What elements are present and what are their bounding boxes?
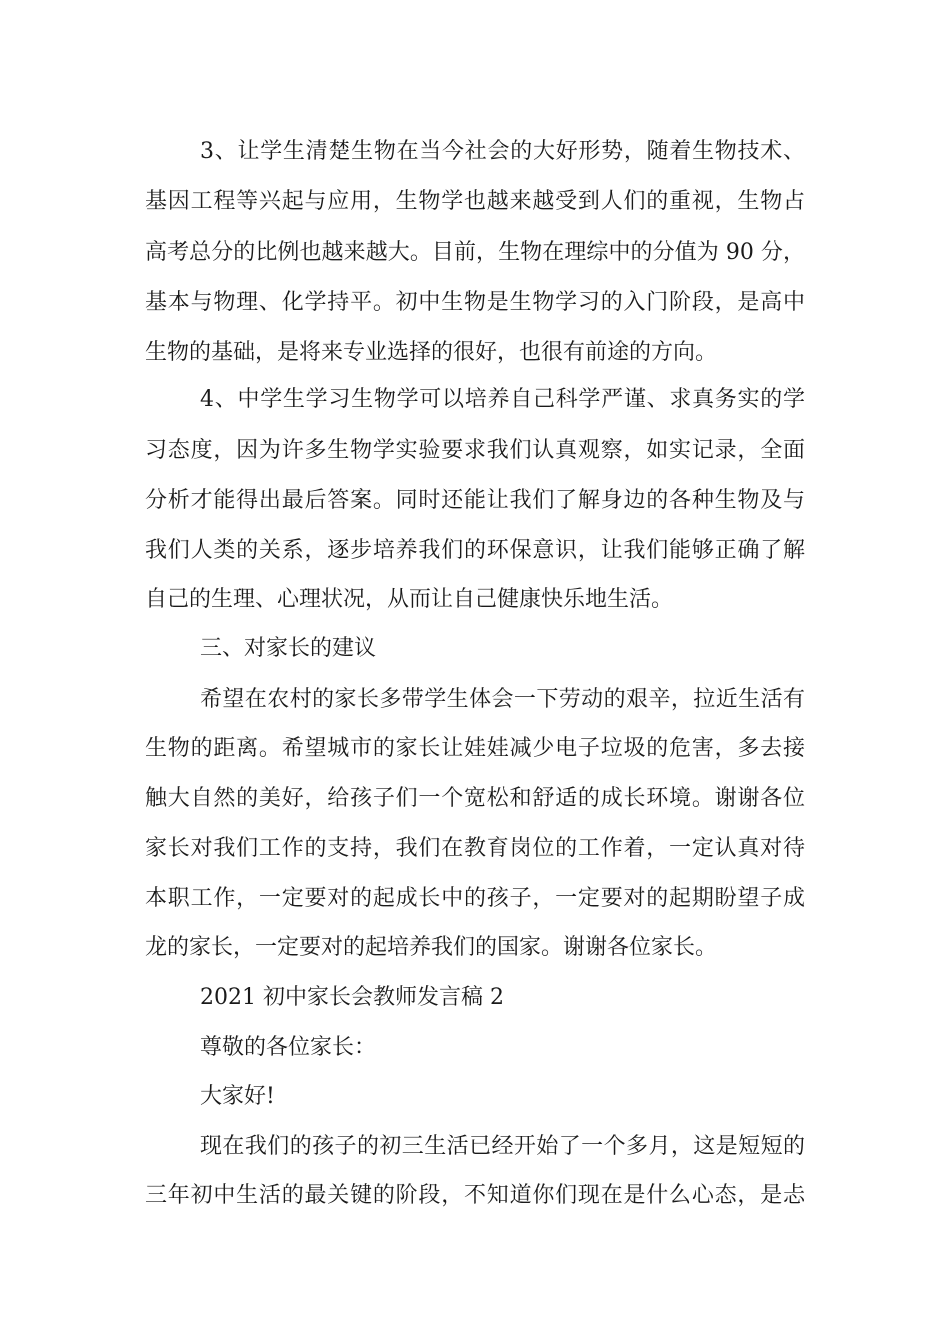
section-heading: 三、对家长的建议	[200, 636, 377, 661]
salutation: 尊敬的各位家长：	[200, 1035, 377, 1060]
text-line: 基本与物理、化学持平。初中生物是生物学习的入门阶段，是高中	[145, 290, 805, 315]
text-line: 我们人类的关系，逐步培养我们的环保意识，让我们能够正确了解	[145, 538, 805, 563]
text-line: 高考总分的比例也越来越大。目前，生物在理综中的分值为 90 分，	[145, 240, 805, 265]
text-line: 触大自然的美好，给孩子们一个宽松和舒适的成长环境。谢谢各位	[145, 786, 805, 811]
text-line: 现在我们的孩子的初三生活已经开始了一个多月，这是短短的	[200, 1134, 805, 1159]
text-line: 习态度，因为许多生物学实验要求我们认真观察，如实记录，全面	[145, 438, 805, 463]
text-line: 龙的家长，一定要对的起培养我们的国家。谢谢各位家长。	[145, 935, 718, 960]
text-line: 家长对我们工作的支持，我们在教育岗位的工作着，一定认真对待	[145, 836, 805, 861]
text-line: 希望在农村的家长多带学生体会一下劳动的艰辛，拉近生活有	[200, 687, 805, 712]
text-line: 自己的生理、心理状况，从而让自己健康快乐地生活。	[145, 587, 674, 612]
text-line: 基因工程等兴起与应用，生物学也越来越受到人们的重视，生物占	[145, 189, 805, 214]
greeting: 大家好!	[200, 1084, 275, 1109]
text-line: 生物的距离。希望城市的家长让娃娃减少电子垃圾的危害，多去接	[145, 736, 805, 761]
text-line: 生物的基础，是将来专业选择的很好，也很有前途的方向。	[145, 340, 718, 365]
text-line: 三年初中生活的最关键的阶段，不知道你们现在是什么心态，是忐	[145, 1183, 805, 1208]
text-line: 3、让学生清楚生物在当今社会的大好形势，随着生物技术、	[200, 139, 805, 164]
document-title: 2021 初中家长会教师发言稿 2	[200, 985, 504, 1010]
text-line: 分析才能得出最后答案。同时还能让我们了解身边的各种生物及与	[145, 488, 805, 513]
text-line: 本职工作，一定要对的起成长中的孩子，一定要对的起期盼望子成	[145, 886, 805, 911]
text-line: 4、中学生学习生物学可以培养自己科学严谨、求真务实的学	[200, 387, 805, 412]
